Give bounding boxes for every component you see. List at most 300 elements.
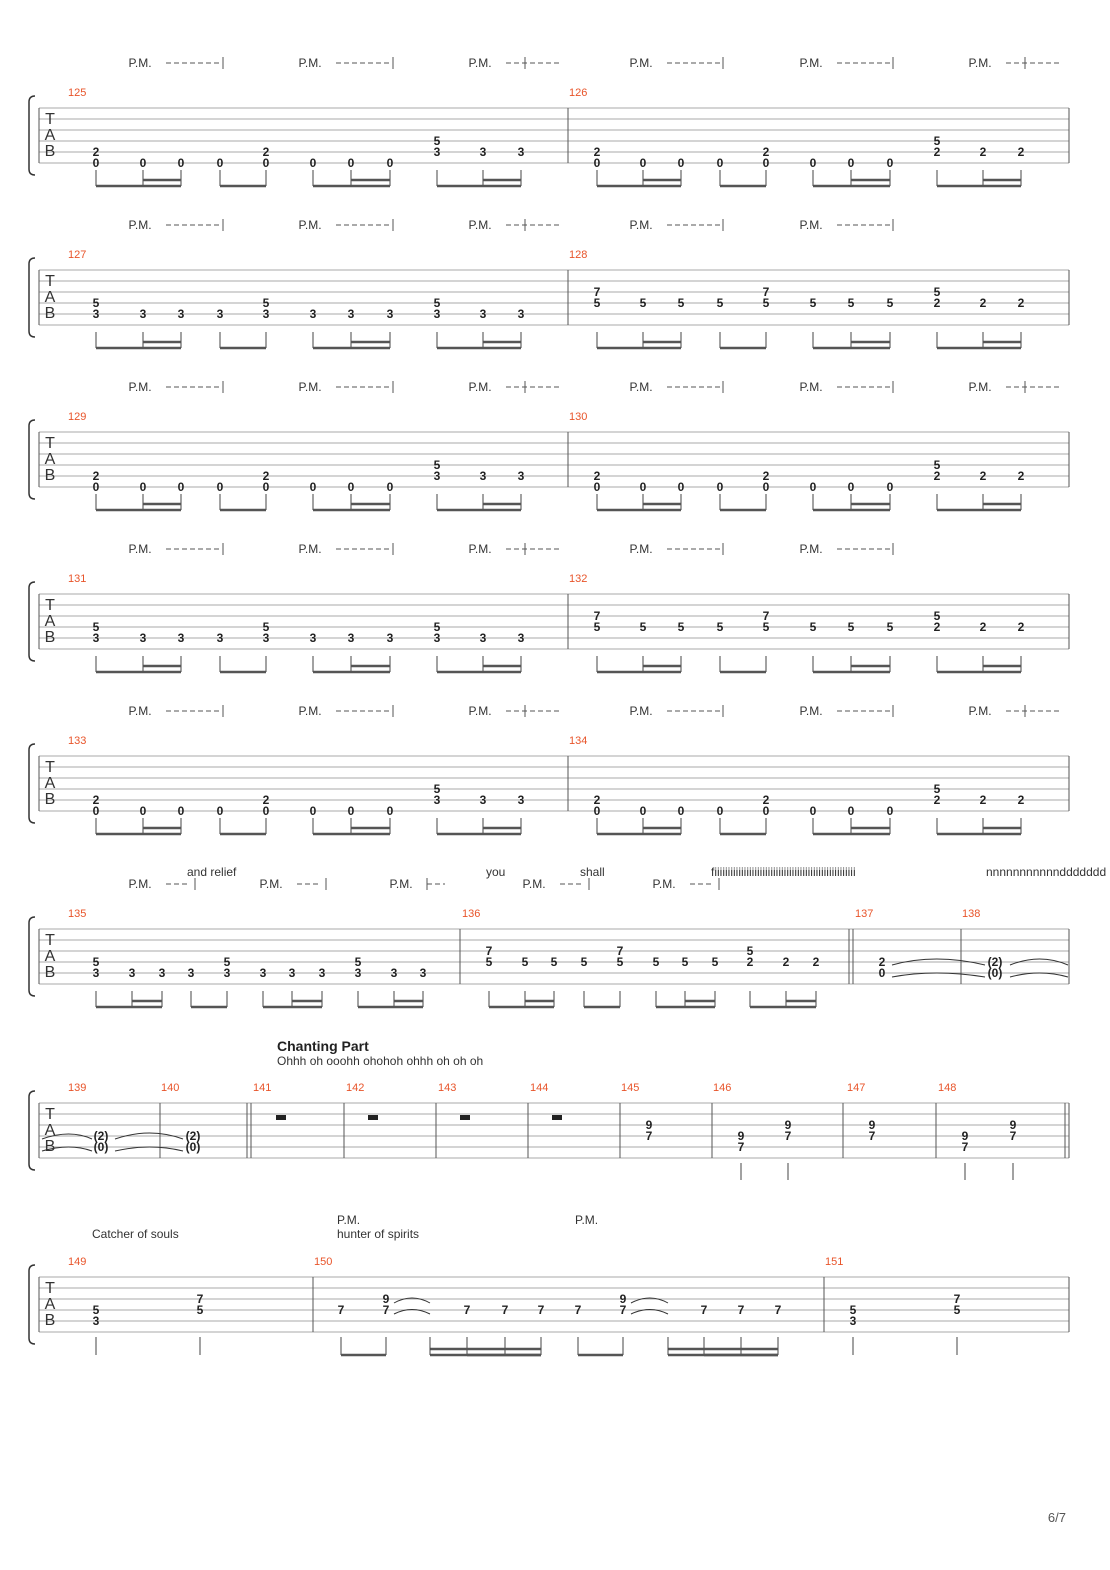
measure-number: 130 [569,411,588,423]
measure-number: 128 [569,249,588,261]
palm-mute-label: P.M. [128,56,152,70]
fret-number: 2 [762,145,770,159]
fret-number: 7 [537,1303,545,1317]
fret-number: 0 [347,156,355,170]
measure-number: 143 [438,1082,457,1094]
fret-number: 3 [517,469,525,483]
measure-number: 139 [68,1082,87,1094]
fret-number: 5 [933,609,941,623]
section-title: Chanting Part [277,1038,369,1054]
fret-number: 5 [433,134,441,148]
fret-number: 0 [809,804,817,818]
measure-number: 146 [713,1082,732,1094]
fret-number: 2 [979,469,987,483]
whole-rest [276,1115,286,1120]
palm-mute-label: P.M. [968,56,992,70]
lyric-text: hunter of spirits [337,1227,420,1241]
palm-mute-label: P.M. [298,218,322,232]
fret-number: 9 [737,1129,745,1143]
page-number: 6/7 [1047,1510,1066,1525]
fret-number: 3 [158,966,166,980]
tab-staff-system-6 [29,865,1106,1007]
fret-number: 9 [382,1292,390,1306]
fret-number: 9 [645,1118,653,1132]
system-bracket [29,917,35,996]
fret-number: 5 [847,620,855,634]
fret-number: 0 [216,156,224,170]
fret-number: 2 [1017,620,1025,634]
fret-number: 2 [878,955,886,969]
fret-number: 7 [645,1129,653,1143]
fret-number: 3 [216,307,224,321]
palm-mute-label: P.M. [575,1213,599,1227]
system-bracket [29,258,35,337]
tab-clef-letter: A [44,451,56,468]
whole-rest [460,1115,470,1120]
palm-mute-label: P.M. [968,380,992,394]
fret-number: 3 [386,631,394,645]
tab-clef-letter: A [44,127,56,144]
fret-number: 7 [961,1140,969,1154]
fret-number: 7 [593,609,601,623]
fret-number: 0 [716,480,724,494]
palm-mute-label: P.M. [468,704,492,718]
palm-mute-label: P.M. [128,704,152,718]
fret-number: 7 [616,944,624,958]
fret-number: 5 [433,782,441,796]
palm-mute-label: P.M. [389,877,413,891]
fret-number: 7 [784,1129,792,1143]
tab-clef-letter: B [44,143,56,160]
fret-number: 3 [479,469,487,483]
palm-mute-label: P.M. [799,380,823,394]
fret-number: 5 [849,1303,857,1317]
palm-mute-label: P.M. [799,56,823,70]
fret-number: (2) [93,1129,109,1143]
fret-number: 2 [92,793,100,807]
fret-number: 9 [619,1292,627,1306]
fret-number: 0 [216,804,224,818]
fret-number: 5 [354,955,362,969]
fret-number: 0 [262,156,270,170]
palm-mute-label: P.M. [298,542,322,556]
fret-number: 0 [593,156,601,170]
fret-number: 5 [92,296,100,310]
fret-number: 5 [677,620,685,634]
fret-number: 0 [886,804,894,818]
fret-number: 3 [433,145,441,159]
tab-clef-letter: T [45,759,55,776]
fret-number: 5 [521,955,529,969]
fret-number: 0 [847,480,855,494]
fret-number: 2 [979,620,987,634]
tie [892,973,985,977]
fret-number: 7 [593,285,601,299]
measure-number: 137 [855,908,874,920]
fret-number: 3 [177,631,185,645]
fret-number: 0 [309,480,317,494]
fret-number: 5 [92,955,100,969]
fret-number: 2 [933,469,941,483]
fret-number: (2) [987,955,1003,969]
palm-mute-label: P.M. [522,877,546,891]
palm-mute-label: P.M. [128,542,152,556]
palm-mute-label: P.M. [799,218,823,232]
measure-number: 129 [68,411,87,423]
fret-number: 0 [177,156,185,170]
palm-mute-label: P.M. [799,542,823,556]
fret-number: 0 [716,804,724,818]
fret-number: 5 [262,620,270,634]
fret-number: 0 [347,480,355,494]
fret-number: 5 [933,134,941,148]
fret-number: 5 [550,955,558,969]
fret-number: 2 [933,296,941,310]
fret-number: 9 [868,1118,876,1132]
fret-number: 3 [479,631,487,645]
fret-number: 2 [593,469,601,483]
fret-number: 5 [433,620,441,634]
tab-staff-system-8 [29,1213,1069,1355]
palm-mute-label: P.M. [298,704,322,718]
palm-mute-label: P.M. [298,56,322,70]
fret-number: 5 [886,620,894,634]
fret-number: 3 [433,469,441,483]
system-bracket [29,582,35,661]
fret-number: 2 [92,145,100,159]
measure-number: 144 [530,1082,549,1094]
fret-number: 3 [347,631,355,645]
fret-number: 2 [762,469,770,483]
measure-number: 150 [314,1256,333,1268]
fret-number: (2) [185,1129,201,1143]
fret-number: 7 [762,285,770,299]
tab-staff-system-4 [29,542,1069,672]
tab-clef-letter: T [45,111,55,128]
fret-number: 7 [953,1292,961,1306]
chanting-lyric: Ohhh oh ooohh ohohoh ohhh oh oh oh [277,1054,484,1068]
fret-number: 3 [517,145,525,159]
measure-number: 138 [962,908,981,920]
palm-mute-label: P.M. [128,380,152,394]
fret-number: 2 [979,296,987,310]
fret-number: 5 [639,296,647,310]
palm-mute-label: P.M. [259,877,283,891]
fret-number: 5 [485,955,493,969]
tab-clef-letter: T [45,1106,55,1123]
fret-number: 2 [262,793,270,807]
measure-number: 131 [68,573,87,585]
measure-number: 134 [569,735,588,747]
fret-number: 0 [886,480,894,494]
fret-number: 2 [593,793,601,807]
fret-number: 5 [681,955,689,969]
fret-number: 3 [433,307,441,321]
fret-number: 5 [639,620,647,634]
tab-clef-letter: B [44,1312,56,1329]
fret-number: 3 [419,966,427,980]
fret-number: 3 [479,307,487,321]
whole-rest [368,1115,378,1120]
fret-number: 5 [716,620,724,634]
tab-clef-letter: B [44,467,56,484]
fret-number: 0 [262,480,270,494]
fret-number: 5 [716,296,724,310]
fret-number: 0 [878,966,886,980]
tab-clef-letter: T [45,1280,55,1297]
fret-number: 0 [847,156,855,170]
fret-number: 2 [762,793,770,807]
fret-number: 0 [677,480,685,494]
fret-number: 5 [262,296,270,310]
fret-number: 0 [347,804,355,818]
tab-staff-system-7 [29,1038,1069,1180]
measure-number: 127 [68,249,87,261]
fret-number: 5 [92,620,100,634]
fret-number: 5 [933,458,941,472]
fret-number: 2 [746,955,754,969]
fret-number: 5 [652,955,660,969]
fret-number: 7 [700,1303,708,1317]
measure-number: 135 [68,908,87,920]
measure-number: 140 [161,1082,180,1094]
fret-number: 5 [809,620,817,634]
fret-number: 7 [737,1140,745,1154]
fret-number: 0 [762,480,770,494]
palm-mute-label: P.M. [652,877,676,891]
fret-number: 0 [139,156,147,170]
fret-number: 2 [933,793,941,807]
fret-number: 7 [196,1292,204,1306]
palm-mute-label: P.M. [629,542,653,556]
fret-number: 5 [433,458,441,472]
fret-number: 0 [139,480,147,494]
tab-staff-system-5 [29,704,1069,834]
fret-number: 2 [933,620,941,634]
fret-number: 7 [485,944,493,958]
measure-number: 133 [68,735,87,747]
tab-clef-letter: T [45,273,55,290]
lyric-text: Catcher of souls [92,1227,179,1241]
fret-number: 5 [677,296,685,310]
measure-number: 136 [462,908,481,920]
fret-number: 0 [309,156,317,170]
fret-number: 0 [639,804,647,818]
tab-staff-system-3 [29,380,1069,510]
fret-number: 3 [223,966,231,980]
measure-number: 147 [847,1082,866,1094]
fret-number: (0) [987,966,1003,980]
fret-number: 0 [762,156,770,170]
fret-number: 0 [139,804,147,818]
tab-staff-system-1 [29,56,1069,186]
fret-number: 0 [177,480,185,494]
tab-clef-letter: T [45,932,55,949]
fret-number: 5 [223,955,231,969]
measure-number: 149 [68,1256,87,1268]
fret-number: 2 [812,955,820,969]
fret-number: 0 [716,156,724,170]
fret-number: 0 [593,480,601,494]
fret-number: 9 [784,1118,792,1132]
fret-number: 2 [1017,296,1025,310]
lyric-text: nnnnnnnnnnnddddddd [986,865,1107,879]
fret-number: 7 [337,1303,345,1317]
measure-number: 145 [621,1082,640,1094]
fret-number: 2 [1017,469,1025,483]
fret-number: 3 [318,966,326,980]
tab-clef-letter: B [44,1138,56,1155]
system-bracket [29,1091,35,1170]
fret-number: 7 [1009,1129,1017,1143]
whole-rest [552,1115,562,1120]
tie [1010,973,1068,977]
fret-number: 7 [868,1129,876,1143]
fret-number: 3 [309,631,317,645]
fret-number: 2 [262,469,270,483]
measure-number: 141 [253,1082,272,1094]
fret-number: 2 [782,955,790,969]
fret-number: 5 [593,620,601,634]
fret-number: 0 [92,480,100,494]
measure-number: 126 [569,87,588,99]
fret-number: 3 [849,1314,857,1328]
fret-number: 5 [953,1303,961,1317]
fret-number: 7 [501,1303,509,1317]
fret-number: (0) [185,1140,201,1154]
fret-number: 3 [187,966,195,980]
palm-mute-label: P.M. [629,56,653,70]
fret-number: 3 [92,631,100,645]
tab-clef-letter: T [45,435,55,452]
fret-number: 5 [593,296,601,310]
fret-number: 3 [92,1314,100,1328]
fret-number: 2 [979,145,987,159]
palm-mute-label: P.M. [468,380,492,394]
system-bracket [29,96,35,175]
palm-mute-label: P.M. [629,380,653,394]
fret-number: 2 [979,793,987,807]
fret-number: 5 [933,782,941,796]
lyric-text: shall [580,865,605,879]
fret-number: 7 [463,1303,471,1317]
palm-mute-label: P.M. [128,218,152,232]
fret-number: 3 [92,307,100,321]
tab-clef-letter: T [45,597,55,614]
measure-number: 132 [569,573,588,585]
tab-clef-letter: A [44,1122,56,1139]
fret-number: 0 [677,804,685,818]
palm-mute-label: P.M. [629,704,653,718]
fret-number: 3 [517,307,525,321]
fret-number: 0 [809,480,817,494]
fret-number: 2 [1017,793,1025,807]
fret-number: 5 [847,296,855,310]
fret-number: 3 [139,307,147,321]
tab-clef-letter: B [44,305,56,322]
fret-number: 3 [354,966,362,980]
fret-number: 0 [677,156,685,170]
fret-number: 9 [1009,1118,1017,1132]
fret-number: 0 [262,804,270,818]
fret-number: 0 [809,156,817,170]
fret-number: 0 [216,480,224,494]
fret-number: 3 [262,631,270,645]
lyric-text: you [486,865,506,879]
fret-number: 5 [762,296,770,310]
fret-number: 0 [639,480,647,494]
palm-mute-label: P.M. [468,56,492,70]
fret-number: 3 [390,966,398,980]
fret-number: 0 [593,804,601,818]
tie [115,1147,183,1151]
fret-number: 3 [347,307,355,321]
tab-clef-letter: A [44,1296,56,1313]
fret-number: 5 [933,285,941,299]
fret-number: 7 [762,609,770,623]
fret-number: 3 [139,631,147,645]
measure-number: 142 [346,1082,365,1094]
fret-number: 0 [177,804,185,818]
fret-number: 3 [517,631,525,645]
palm-mute-label: P.M. [468,218,492,232]
fret-number: 3 [288,966,296,980]
tab-clef-letter: B [44,964,56,981]
fret-number: 0 [92,156,100,170]
fret-number: 3 [479,793,487,807]
palm-mute-label: P.M. [629,218,653,232]
fret-number: 7 [382,1303,390,1317]
fret-number: 5 [196,1303,204,1317]
fret-number: 3 [128,966,136,980]
fret-number: (0) [93,1140,109,1154]
fret-number: 7 [619,1303,627,1317]
fret-number: 7 [737,1303,745,1317]
palm-mute-label: P.M. [298,380,322,394]
fret-number: 5 [809,296,817,310]
measure-number: 151 [825,1256,844,1268]
measure-number: 125 [68,87,87,99]
palm-mute-label: P.M. [128,877,152,891]
fret-number: 5 [92,1303,100,1317]
fret-number: 2 [1017,145,1025,159]
fret-number: 3 [216,631,224,645]
palm-mute-label: P.M. [968,704,992,718]
tab-clef-letter: A [44,948,56,965]
fret-number: 5 [762,620,770,634]
tab-clef-letter: A [44,613,56,630]
lyric-text: and relief [187,865,237,879]
fret-number: 2 [262,145,270,159]
fret-number: 5 [886,296,894,310]
fret-number: 5 [711,955,719,969]
fret-number: 0 [386,804,394,818]
fret-number: 5 [616,955,624,969]
fret-number: 0 [92,804,100,818]
tab-clef-letter: A [44,289,56,306]
fret-number: 9 [961,1129,969,1143]
fret-number: 3 [92,966,100,980]
fret-number: 7 [774,1303,782,1317]
palm-mute-label: P.M. [337,1213,361,1227]
fret-number: 0 [386,480,394,494]
tab-clef-letter: A [44,775,56,792]
fret-number: 2 [593,145,601,159]
fret-number: 3 [259,966,267,980]
lyric-text: fiiiiiiiiiiiiiiiiiiiiiiiiiiiiiiiiiiiiiiiiiiiiiiiiiiiii [711,865,856,879]
fret-number: 0 [386,156,394,170]
fret-number: 0 [762,804,770,818]
